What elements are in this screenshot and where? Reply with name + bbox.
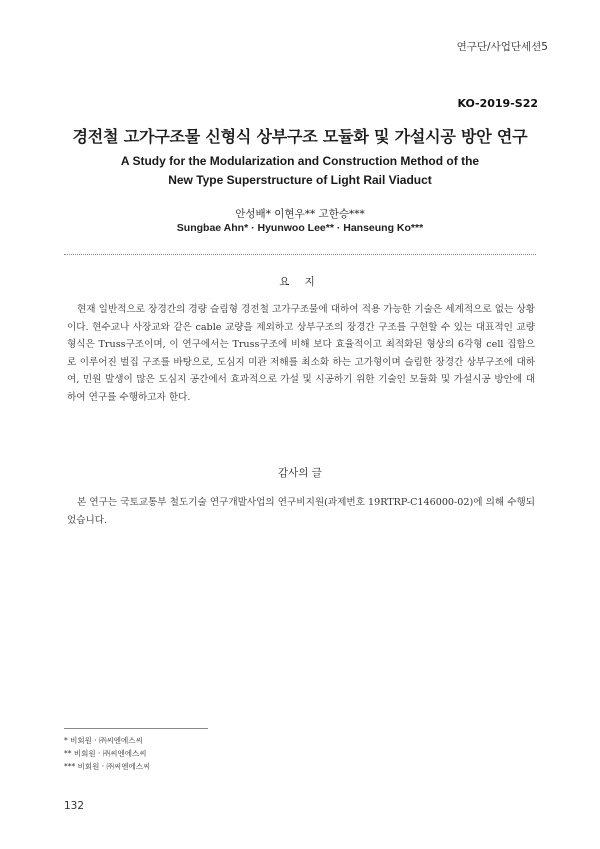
- title-english-line1: A Study for the Modularization and Construction Method of the: [120, 154, 480, 168]
- abstract-heading: 요 지: [279, 276, 321, 288]
- footnote-rule: [64, 728, 208, 729]
- footnote-item: ** 비회원 · ㈜씨엔에스씨: [64, 749, 147, 758]
- footnote-item: * 비회원 · ㈜씨엔에스씨: [64, 736, 143, 745]
- footnote-item: *** 비회원 · ㈜씨엔에스씨: [64, 762, 151, 771]
- title-english: [0, 152, 600, 190]
- authors-english: Sungbae Ahn* · Hyunwoo Lee** · Hanseung Ko***: [176, 222, 424, 234]
- title-korean: 경전철 고가구조물 신형식 상부구조 모듈화 및 가설시공 방안 연구: [72, 127, 528, 146]
- paper-code: KO-2019-S22: [457, 97, 538, 110]
- authors-korean: 안성배* 이현우** 고한승***: [235, 208, 365, 220]
- header-series: 연구단/사업단세션5: [456, 41, 548, 53]
- acknowledgement-heading: 감사의 글: [278, 467, 322, 479]
- page-number: 132: [64, 800, 85, 812]
- section-divider: [64, 254, 536, 255]
- title-english-line2: New Type Superstructure of Light Rail Viaduct: [168, 173, 432, 187]
- acknowledgement-body: 본 연구는 국토교통부 철도기술 연구개발사업의 연구비지원(과제번호 19RTRP-C146000-02)에 의해 수행되었습니다.: [67, 497, 535, 526]
- footnotes: [64, 734, 150, 773]
- abstract-body: 현재 일반적으로 장경간의 경량 슬림형 경전철 고가구조물에 대하여 적용 가능한 기술은 세계적으로 없는 상황이다. 현수교나 사장교와 같은 cable 교량을 제외하고 상부구조의 장경간 구조를 구현할 수 있는 대표적인 교량 형식은 Truss구조이며, 이 연구에서는 Truss구조에 비해 보다 효율적이고 최적화된 형상의 6각형 cell 집합으로 이루어진 벌집 구조를 바탕으로, 도심지 미관 저해를 최소화 하는 고가형이며 슬림한 장경간 상부구조에 대하여, 민원 발생이 많은 도심지 공간에서 효과적으로 가설 및 시공하기 위한 기술인 모듈화 및 가설시공 방안에 대하여 연구를 수행하고자 한다.: [67, 304, 535, 403]
